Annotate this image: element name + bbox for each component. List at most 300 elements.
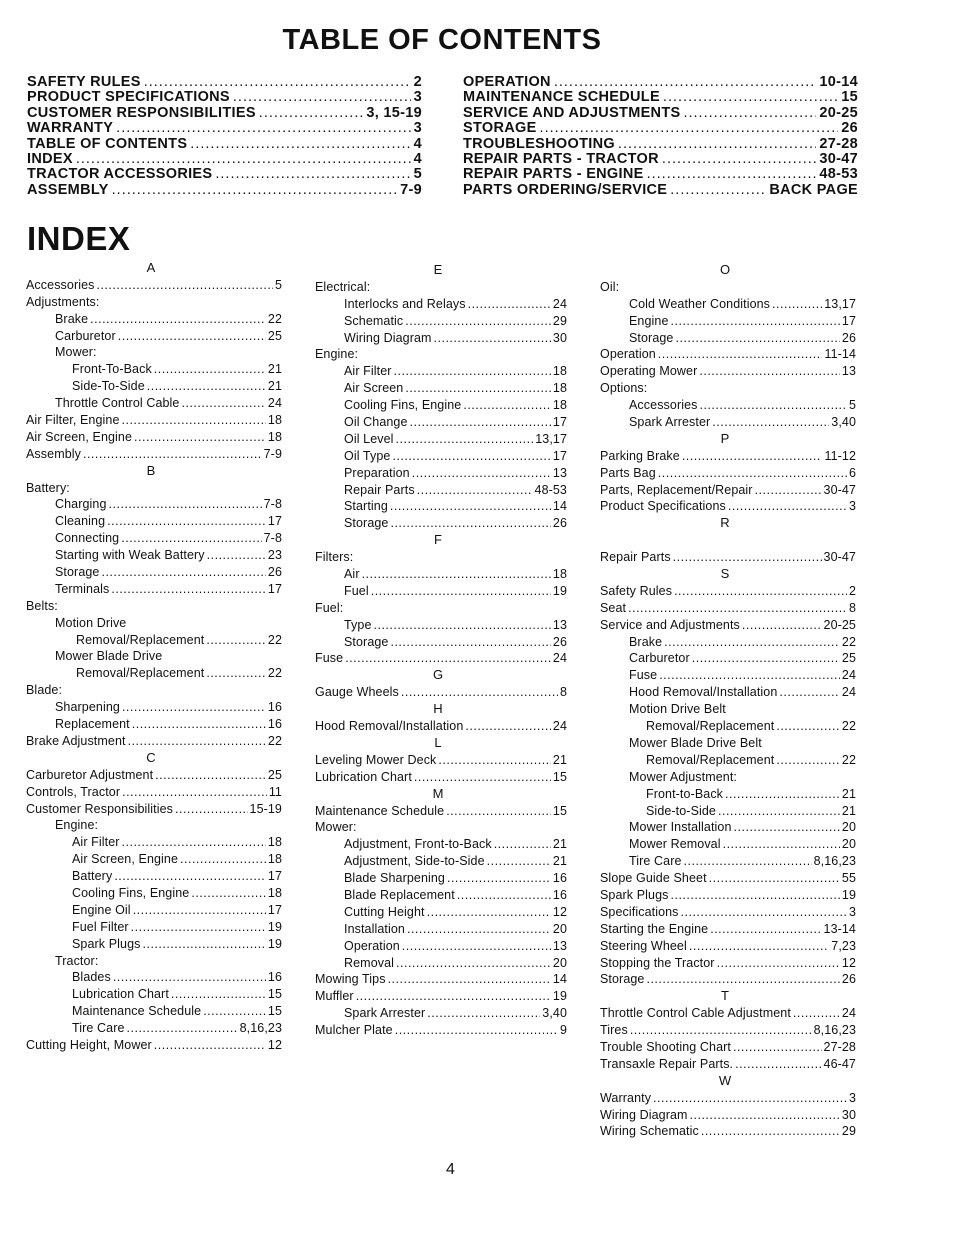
toc-entry-page: 30-47 [819, 151, 858, 168]
index-entry-label: Hood Removal/Installation [629, 685, 778, 700]
index-entry-label: Transaxle Repair Parts. [600, 1056, 734, 1071]
index-entry-page: 18 [267, 413, 282, 428]
index-entry-page: 13,17 [535, 431, 567, 446]
index-entry [600, 971, 856, 988]
index-entry-page: 16 [552, 887, 567, 902]
index-entry-page: 21 [552, 752, 567, 767]
toc-entry [27, 75, 422, 90]
index-entry-label: Operating Mower [600, 364, 698, 379]
dot-leader [116, 121, 410, 136]
index-entry [26, 851, 282, 868]
dot-leader [396, 955, 551, 972]
index-entry-label: Tire Care [629, 854, 682, 869]
index-entry [600, 634, 856, 651]
index-entry-label: Mower Blade Drive [55, 649, 163, 664]
index-entry-label: Oil Level [344, 431, 394, 446]
index-entry-label: Tractor: [55, 953, 99, 968]
dot-leader [390, 515, 550, 532]
index-entry [26, 767, 282, 784]
index-entry [600, 330, 856, 347]
index-entry [315, 617, 567, 634]
dot-leader [434, 330, 551, 347]
dot-leader [779, 684, 839, 701]
index-entry-label: Mower Removal [629, 837, 721, 852]
index-entry [600, 667, 856, 684]
index-entry-page: 16 [267, 717, 282, 732]
index-entry [315, 971, 567, 988]
toc-right-column [463, 75, 858, 198]
index-entry-label: Seat [600, 600, 627, 615]
dot-leader [675, 330, 839, 347]
index-entry-label: Slope Guide Sheet [600, 871, 707, 886]
index-entry [315, 870, 567, 887]
toc-entry-label: SERVICE AND ADJUSTMENTS [463, 104, 681, 121]
index-entry-label: Repair Parts [600, 550, 671, 565]
dot-leader [155, 767, 266, 784]
dot-leader [776, 718, 840, 735]
index-entry-page: 21 [841, 803, 856, 818]
dot-leader [463, 397, 551, 414]
dot-leader [131, 919, 266, 936]
index-letter-heading: P [720, 430, 730, 446]
dot-leader [144, 75, 411, 90]
index-entry-page: 5 [274, 277, 282, 292]
toc-entry [463, 75, 858, 90]
dot-leader [388, 971, 551, 988]
index-entry-page: 17 [841, 313, 856, 328]
index-entry-label: Muffler [315, 989, 354, 1004]
index-entry-page: 17 [267, 514, 282, 529]
index-entry [26, 1037, 282, 1054]
dot-leader [180, 851, 266, 868]
dot-leader [487, 853, 551, 870]
index-entry [26, 378, 282, 395]
index-entry-label: Operation [600, 347, 656, 362]
index-entry-page: 11 [268, 784, 282, 799]
index-letter-heading: G [432, 667, 444, 683]
index-entry-page: 22 [267, 733, 282, 748]
index-entry-label: Parts Bag [600, 465, 656, 480]
dot-leader [143, 936, 266, 953]
dot-leader [793, 1005, 840, 1022]
dot-leader [427, 904, 551, 921]
index-entry-page: 11-14 [824, 347, 856, 362]
toc-entry-page: 4 [413, 135, 422, 152]
index-entry [600, 397, 856, 414]
index-entry-label: Air Filter, Engine [26, 413, 120, 428]
dot-leader [414, 769, 551, 786]
index-entry-label: Air Screen, Engine [26, 429, 133, 444]
index-entry [315, 313, 567, 330]
index-entry-label: Wiring Diagram [344, 330, 432, 345]
index-entry [26, 632, 282, 649]
dot-leader [191, 885, 266, 902]
index-column-3 [600, 262, 856, 1140]
index-entry-page: 18 [267, 852, 282, 867]
index-entry-label: Front-to-Back [646, 786, 724, 801]
index-entry [600, 752, 856, 769]
dot-leader [755, 482, 822, 499]
dot-leader [390, 634, 550, 651]
index-entry-page: 13-14 [823, 921, 856, 936]
index-letter-heading: R [720, 515, 730, 531]
index-entry [600, 1090, 856, 1107]
dot-leader [132, 716, 266, 733]
index-entry-label: Assembly [26, 446, 81, 461]
index-entry-label: Mowing Tips [315, 972, 386, 987]
toc-left-column [27, 75, 422, 198]
index-entry [26, 547, 282, 564]
index-entry-label: Cold Weather Conditions [629, 296, 771, 311]
index-entry-label: Trouble Shooting Chart [600, 1039, 731, 1054]
index-entry-page: 22 [267, 666, 282, 681]
index-entry-page: 17 [552, 415, 567, 430]
index-entry [600, 853, 856, 870]
index-entry-page: 19 [267, 919, 282, 934]
dot-leader [107, 513, 266, 530]
index-entry-label: Filters: [315, 550, 354, 565]
index-entry-page: 2 [848, 583, 856, 598]
dot-leader [114, 868, 266, 885]
toc-entry-label: STORAGE [463, 120, 537, 137]
index-entry-label: Fuel [344, 583, 369, 598]
dot-leader [658, 465, 847, 482]
index-entry-page: 7-9 [263, 446, 282, 461]
index-entry-page: 30-47 [823, 482, 856, 497]
index-entry-page: 20-25 [823, 617, 856, 632]
index-entry-page: 13 [552, 938, 567, 953]
index-letter-heading: S [720, 566, 730, 582]
index-entry-label: Mower: [315, 820, 357, 835]
index-entry-label: Side-To-Side [72, 379, 145, 394]
index-entry-label: Cutting Height, Mower [26, 1037, 152, 1052]
index-entry [600, 955, 856, 972]
dot-leader [405, 313, 551, 330]
toc-entry-page: 2 [413, 74, 422, 90]
index-entry [315, 482, 567, 499]
index-entry-label: Carburetor [629, 651, 690, 666]
index-entry [315, 921, 567, 938]
index-entry [600, 836, 856, 853]
dot-leader [181, 395, 265, 412]
dot-leader [134, 429, 266, 446]
dot-leader [734, 819, 840, 836]
index-entry-label: Storage [344, 634, 389, 649]
index-entry-label: Storage [629, 330, 674, 345]
index-entry-page: 14 [552, 499, 567, 514]
dot-leader [468, 296, 551, 313]
index-entry-page: 17 [552, 448, 567, 463]
index-entry-page: 26 [841, 972, 856, 987]
index-entry [26, 868, 282, 885]
index-entry-label: Oil: [600, 279, 620, 294]
index-entry-page: 46-47 [823, 1056, 856, 1071]
toc-entry-page: 3 [413, 89, 422, 106]
index-entry-label: Fuse [629, 668, 658, 683]
dot-leader [554, 75, 817, 90]
index-entry-label: Spark Plugs [600, 887, 669, 902]
dot-leader [402, 938, 551, 955]
index-entry-page: 26 [267, 565, 282, 580]
index-entry-label: Air Screen, Engine [72, 852, 179, 867]
index-entry-label: Adjustments: [26, 294, 100, 309]
index-entry [26, 446, 282, 463]
index-entry-label: Brake [629, 634, 663, 649]
index-entry [26, 919, 282, 936]
index-entry [26, 615, 282, 632]
toc-entry-page: 5 [413, 166, 422, 183]
dot-leader [96, 277, 272, 294]
index-entry-page: 26 [552, 634, 567, 649]
index-entry-label: Lubrication Chart [72, 987, 169, 1002]
index-entry [600, 346, 856, 363]
index-entry-label: Adjustment, Front-to-Back [344, 837, 492, 852]
index-entry [315, 330, 567, 347]
index-entry [26, 344, 282, 361]
index-entry-label: Storage [55, 565, 100, 580]
toc-entry-page: 3 [413, 120, 422, 137]
toc-entry-label: WARRANTY [27, 120, 114, 137]
dot-leader [111, 581, 266, 598]
index-entry [315, 600, 567, 617]
toc-entry [27, 167, 422, 182]
index-entry-label: Gauge Wheels [315, 685, 399, 700]
index-entry-page: 24 [841, 1006, 856, 1021]
index-entry-label: Sharpening [55, 700, 120, 715]
index-entry-label: Mower Adjustment: [629, 769, 737, 784]
dot-leader [630, 1022, 812, 1039]
index-column-1 [26, 260, 282, 1054]
index-entry [315, 1005, 567, 1022]
toc-entry [463, 137, 858, 152]
index-letter-heading: L [434, 734, 442, 750]
index-entry-page: 19 [841, 887, 856, 902]
index-entry-page: 11-12 [824, 448, 856, 463]
index-entry-page: 25 [267, 767, 282, 782]
index-entry [26, 328, 282, 345]
dot-leader [664, 634, 840, 651]
index-entry-label: Fuel: [315, 600, 344, 615]
dot-leader [362, 566, 551, 583]
index-entry-label: Engine [629, 313, 669, 328]
index-entry [315, 296, 567, 313]
index-entry [315, 887, 567, 904]
toc-entry-page: 3, 15-19 [366, 104, 422, 121]
dot-leader [465, 718, 550, 735]
index-entry-label: Removal [344, 955, 395, 970]
index-entry-page: 22 [841, 634, 856, 649]
index-entry [600, 617, 856, 634]
index-entry-label: Service and Adjustments [600, 617, 740, 632]
index-entry [600, 735, 856, 752]
dot-leader [671, 313, 840, 330]
dot-leader [109, 496, 262, 513]
index-entry-page: 3 [848, 904, 856, 919]
index-entry-label: Spark Arrester [629, 415, 711, 430]
index-entry [600, 313, 856, 330]
dot-leader [718, 803, 840, 820]
dot-leader [742, 617, 822, 634]
index-entry-page: 9 [559, 1023, 567, 1038]
index-entry-label: Tires [600, 1023, 628, 1038]
index-entry [600, 1022, 856, 1039]
index-entry-page: 24 [552, 296, 567, 311]
index-entry [26, 665, 282, 682]
index-entry-label: Wiring Schematic [600, 1124, 699, 1139]
index-entry [26, 969, 282, 986]
index-entry-label: Battery [72, 869, 113, 884]
index-entry-label: Starting with Weak Battery [55, 548, 205, 563]
index-entry-page: 5 [848, 398, 856, 413]
dot-leader [701, 1123, 840, 1140]
dot-leader [127, 1020, 238, 1037]
toc-entry [27, 183, 422, 198]
toc-entry [27, 90, 422, 105]
index-entry [600, 465, 856, 482]
index-entry [600, 448, 856, 465]
index-entry-label: Preparation [344, 465, 410, 480]
toc-entry-label: REPAIR PARTS - TRACTOR [463, 151, 659, 168]
index-entry-page: 24 [841, 685, 856, 700]
dot-leader [206, 665, 266, 682]
index-entry-page: 8,16,23 [813, 1023, 856, 1038]
index-entry [600, 498, 856, 515]
index-entry [26, 581, 282, 598]
toc-entry-page: 7-9 [400, 181, 422, 198]
index-entry-page: 26 [841, 330, 856, 345]
dot-leader [653, 1090, 847, 1107]
dot-leader [772, 296, 822, 313]
index-entry-page: 30-47 [823, 550, 856, 565]
index-entry [315, 498, 567, 515]
dot-leader [90, 311, 266, 328]
index-entry-label: Removal/Replacement [646, 719, 775, 734]
index-entry [315, 566, 567, 583]
index-entry-label: Cleaning [55, 514, 106, 529]
index-entry-label: Brake [55, 311, 89, 326]
index-entry [600, 904, 856, 921]
dot-leader [776, 752, 840, 769]
toc-entry [27, 137, 422, 152]
index-entry-page: 15-19 [249, 801, 282, 816]
index-entry-label: Blade Replacement [344, 887, 455, 902]
index-entry-page: 8,16,23 [813, 854, 856, 869]
index-entry-label: Battery: [26, 480, 70, 495]
dot-leader [618, 137, 816, 152]
index-entry [315, 448, 567, 465]
index-entry [26, 986, 282, 1003]
dot-leader [392, 448, 550, 465]
index-entry [600, 363, 856, 380]
dot-leader [658, 346, 823, 363]
index-entry-label: Safety Rules [600, 583, 673, 598]
index-entry [26, 784, 282, 801]
dot-leader [712, 414, 829, 431]
index-entry [26, 1020, 282, 1037]
index-entry-label: Cooling Fins, Engine [72, 885, 190, 900]
dot-leader [699, 363, 840, 380]
toc-title: TABLE OF CONTENTS [282, 24, 602, 56]
dot-leader [147, 378, 266, 395]
index-entry-label: Lubrication Chart [315, 769, 412, 784]
dot-leader [412, 465, 551, 482]
index-entry-page: 16 [267, 970, 282, 985]
dot-leader [394, 363, 551, 380]
index-entry-label: Brake Adjustment [26, 733, 126, 748]
dot-leader [122, 784, 267, 801]
index-entry-label: Parts, Replacement/Repair [600, 482, 753, 497]
dot-leader [356, 988, 551, 1005]
index-entry-page: 17 [267, 869, 282, 884]
dot-leader [735, 1056, 821, 1073]
index-entry-page: 18 [552, 398, 567, 413]
index-entry [315, 803, 567, 820]
index-entry-page: 27-28 [823, 1039, 856, 1054]
index-entry-label: Engine: [55, 818, 99, 833]
index-entry-label: Air Filter [344, 364, 392, 379]
dot-leader [374, 617, 551, 634]
index-entry-label: Stopping the Tractor [600, 955, 715, 970]
dot-leader [206, 632, 266, 649]
index-entry-label: Blade: [26, 683, 63, 698]
index-entry-page: 7-8 [263, 497, 282, 512]
index-entry [600, 482, 856, 499]
index-entry-page: 22 [267, 632, 282, 647]
dot-leader [663, 90, 838, 105]
index-entry-label: Product Specifications [600, 499, 726, 514]
dot-leader [122, 412, 266, 429]
index-entry-label: Hood Removal/Installation [315, 719, 464, 734]
toc-entry-label: TRACTOR ACCESSORIES [27, 166, 213, 183]
dot-leader [681, 904, 847, 921]
index-entry-label: Blade Sharpening [344, 871, 445, 886]
index-entry [26, 395, 282, 412]
index-entry-label: Side-to-Side [646, 803, 716, 818]
dot-leader [662, 152, 816, 167]
index-entry [26, 902, 282, 919]
index-entry-label: Electrical: [315, 279, 371, 294]
index-entry-label: Throttle Control Cable [55, 396, 180, 411]
index-entry [26, 311, 282, 328]
index-entry [600, 769, 856, 786]
index-entry [315, 465, 567, 482]
index-entry-label: Interlocks and Relays [344, 296, 466, 311]
index-entry-label: Removal/Replacement [76, 632, 205, 647]
index-entry-label: Replacement [55, 717, 130, 732]
index-entry-page: 3 [848, 499, 856, 514]
index-entry-page: 15 [267, 987, 282, 1002]
index-entry-page: 48-53 [534, 482, 567, 497]
dot-leader [494, 836, 551, 853]
index-entry-label: Storage [600, 972, 645, 987]
dot-leader [699, 397, 846, 414]
index-entry-label: Air [344, 567, 360, 582]
index-entry-page: 15 [552, 803, 567, 818]
toc-entry-label: REPAIR PARTS - ENGINE [463, 166, 644, 183]
index-letter-heading: A [146, 260, 156, 275]
index-entry-page: 19 [267, 936, 282, 951]
index-entry-page: 13 [552, 465, 567, 480]
dot-leader [76, 152, 411, 167]
toc-entry-label: TROUBLESHOOTING [463, 135, 615, 152]
index-entry [315, 583, 567, 600]
index-entry-page: 21 [841, 786, 856, 801]
index-entry-page: 8 [559, 685, 567, 700]
index-entry [26, 953, 282, 970]
index-entry-label: Schematic [344, 313, 404, 328]
index-entry [600, 701, 856, 718]
index-entry-page: 12 [267, 1037, 282, 1052]
